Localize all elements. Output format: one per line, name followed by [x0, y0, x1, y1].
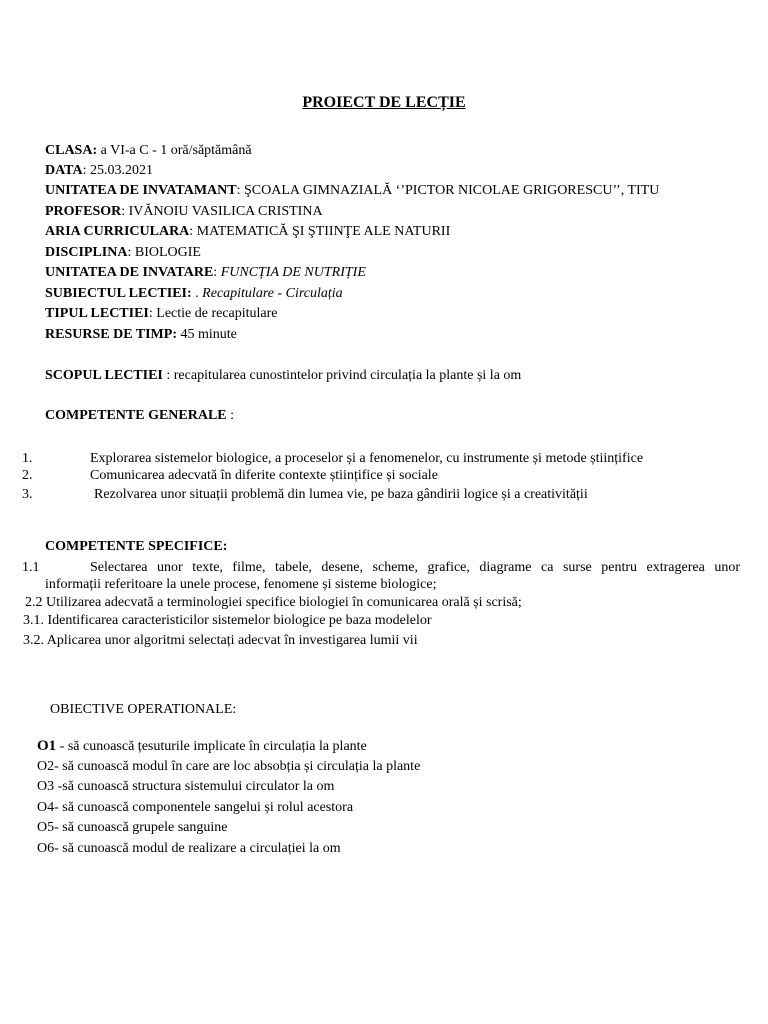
field-tipul-lectiei [45, 305, 278, 323]
field-clasa [45, 142, 252, 160]
scopul-value: : recapitularea cunostintelor privind circulația la plante și la om [162, 368, 522, 383]
field-value: : Lectie de recapitulare [148, 306, 278, 321]
list-item: O5- să cunoască grupele sanguine [37, 820, 228, 835]
scopul-lectiei [45, 367, 521, 385]
field-subiectul-lectiei [45, 285, 343, 303]
field-unitatea-invatamant [45, 182, 659, 200]
objective-text: - să cunoască țesuturile implicate în circulația la plante [56, 739, 367, 754]
list-item-number: 2. [22, 468, 33, 483]
scopul-label: SCOPUL LECTIEI [45, 368, 163, 383]
field-value: : MATEMATICĂ ŞI ŞTIINŢE ALE NATURII [189, 224, 451, 239]
list-item: O3 -să cunoască structura sistemului circulator la om [37, 779, 335, 794]
field-unitatea-invatare [45, 264, 366, 282]
field-separator: . [191, 286, 203, 301]
list-item: O2- să cunoască modul în care are loc absobția și circulația la plante [37, 759, 421, 774]
field-value: FUNCȚIA DE NUTRIȚIE [220, 265, 366, 280]
competente-specifice-heading: COMPETENTE SPECIFICE: [45, 539, 228, 554]
field-value: : 25.03.2021 [82, 163, 153, 178]
field-label: CLASA: [45, 143, 98, 158]
list-item: Selectarea unor texte, filme, tabele, desene, scheme, grafice, diagrame ca surse pentru extragerea unor [90, 560, 740, 575]
list-item: Rezolvarea unor situații problemă din lumea vie, pe baza gândirii logice și a creativității [94, 487, 588, 502]
list-item-continuation: informații referitoare la unele procese, fenomene și sisteme biologice; [45, 577, 437, 592]
field-aria-curriculara [45, 223, 450, 241]
obiective-heading: OBIECTIVE OPERATIONALE: [50, 702, 237, 717]
field-value: Recapitulare - Circulația [202, 286, 343, 301]
list-item: O6- să cunoască modul de realizare a circulației la om [37, 841, 341, 856]
field-disciplina [45, 244, 201, 262]
field-label: TIPUL LECTIEI [45, 306, 149, 321]
field-label: UNITATEA DE INVATAMANT [45, 183, 237, 198]
field-label: DISCIPLINA [45, 245, 128, 260]
field-value: : IVĂNOIU VASILICA CRISTINA [121, 204, 323, 219]
field-value: 45 minute [177, 327, 237, 342]
list-item: 2.2 Utilizarea adecvată a terminologiei specifice biologiei în comunicarea orală și scrisă; [25, 595, 522, 610]
field-value: a VI-a C - 1 oră/săptămână [97, 143, 252, 158]
field-label: DATA [45, 163, 83, 178]
field-resurse-timp [45, 326, 237, 344]
list-item-number: 1. [22, 451, 33, 466]
list-item: 3.1. Identificarea caracteristicilor sistemelor biologice pe baza modelelor [23, 613, 432, 628]
field-label: PROFESOR [45, 204, 122, 219]
field-data [45, 162, 153, 180]
field-label: UNITATEA DE INVATARE [45, 265, 214, 280]
list-item: Explorarea sistemelor biologice, a proceselor și a fenomenelor, cu instrumente și metode științifice [90, 451, 644, 466]
field-value: : ŞCOALA GIMNAZIALĂ ‘’PICTOR NICOLAE GRIGORESCU’’, TITU [236, 183, 660, 198]
list-item [37, 737, 367, 756]
field-label: ARIA CURRICULARA [45, 224, 190, 239]
list-item: 3.2. Aplicarea unor algoritmi selectați adecvat în investigarea lumii vii [23, 633, 418, 648]
document-title: PROIECT DE LECȚIE [302, 94, 466, 111]
field-label: RESURSE DE TIMP: [45, 327, 177, 342]
field-value: : BIOLOGIE [127, 245, 201, 260]
list-item: Comunicarea adecvată în diferite contexte științifice și sociale [90, 468, 438, 483]
list-item-number: 3. [22, 487, 33, 502]
list-item-number: 1.1 [22, 560, 40, 575]
list-item: O4- să cunoască componentele sangelui și rolul acestora [37, 800, 354, 815]
field-label: SUBIECTUL LECTIEI: [45, 286, 192, 301]
competente-generale-heading: COMPETENTE GENERALE : [45, 408, 235, 423]
objective-code: O1 [37, 738, 57, 754]
field-separator: : [213, 265, 221, 280]
field-profesor [45, 203, 323, 221]
